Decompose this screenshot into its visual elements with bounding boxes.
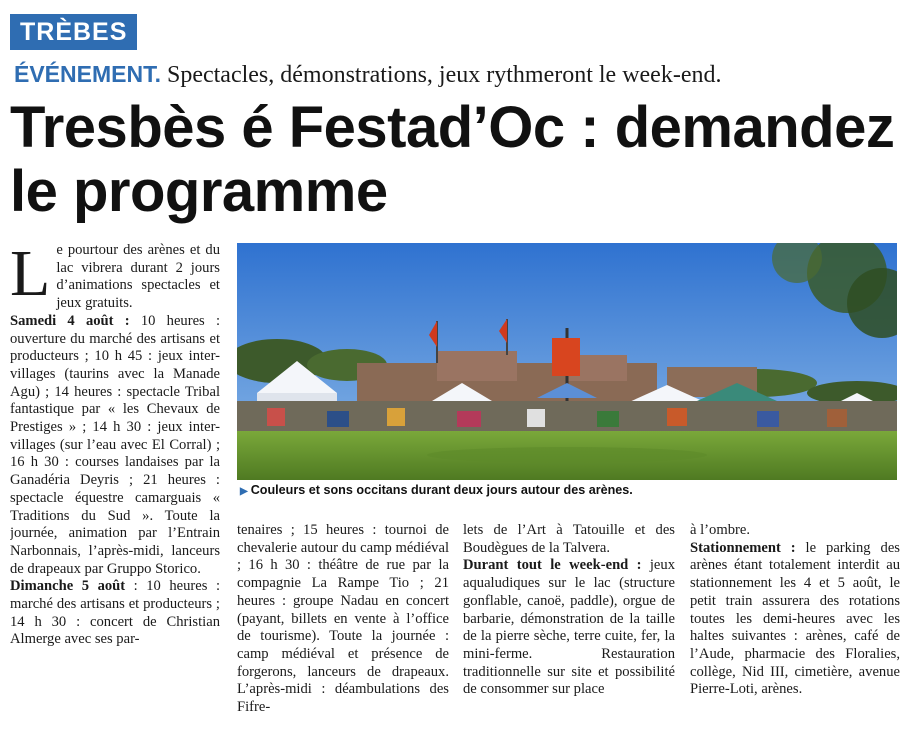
photo-illustration <box>237 243 897 480</box>
col2-paragraph: tenaires ; 15 heures : tournoi de chevalerie autour du camp médiéval ; 16 h 30 : théâtre de rue par la compagnie La Rampe Tio ; 21 heures : groupe Nadau en concert (payant, billets en vente à l’office de tourisme). Toute la journée : camp médiéval et présence de forgerons, lanceurs de drapeaux. L’après-midi : déambulations des Fifre- <box>237 522 449 716</box>
parking-label: Stationnement : <box>690 539 796 556</box>
saturday-label: Samedi 4 août : <box>10 312 130 329</box>
photo-caption <box>240 482 633 500</box>
photo-caption-text: Couleurs et sons occitans durant deux jours autour des arènes. <box>250 483 633 497</box>
parking-text: le parking des arènes étant totalement interdit au stationnement les 4 et 5 août, le petit train assurera des rotations toutes les demi-heures avec les haltes suivantes : arènes, café de l’Aude, pharmacie des Floralies, collège, Nid III, cimetière, avenue Pierre-Loti, arènes. <box>690 539 900 698</box>
triangle-right-icon: ▶ <box>240 486 248 497</box>
weekend-paragraph <box>463 557 675 699</box>
kicker <box>14 59 721 90</box>
event-photo <box>237 243 897 480</box>
sunday-text: : 10 heures : marché des artisans et producteurs ; 14 h 30 : concert de Christian Almerge avec ses par- <box>10 578 220 648</box>
intro-paragraph <box>10 242 220 313</box>
kicker-text: Spectacles, démonstrations, jeux rythmeront le week-end. <box>166 62 722 88</box>
weekend-text: jeux aqualudiques sur le lac (structure gonflable, canoë, paddle), orgue de barbarie, démonstration de la taille de la pierre sèche, terre cuite, fer, la mini-ferme. Restauration traditionnelle sur site et possibilité de consommer sur place <box>463 557 675 698</box>
article-column-1 <box>10 242 220 742</box>
col4-paragraph-1: à l’ombre. <box>690 522 750 538</box>
section-tag: TRÈBES <box>10 14 137 50</box>
saturday-paragraph <box>10 313 220 579</box>
dropcap: L <box>10 242 51 310</box>
article-column-2 <box>237 522 449 717</box>
parking-paragraph <box>690 540 900 699</box>
saturday-text: 10 heures : ouverture du marché des artisans et producteurs ; 10 h 45 : jeux inter-villages (taurins avec la Manade Agu) ; 14 heures : spectacle Tribal fantastique par « les Chevaux de Prestiges » ; 14 h 30 : jeux inter-villages (sur l’eau avec El Corral) ; 16 h 30 : courses landaises par la Ganadéria Deyris ; 21 heures : spectacle équestre camarguais « Traditions du Sud ». Toute la journée, animation par l’Entrain Narbonnais, l’après-midi, lanceurs de drapeaux par Gruppo Storico. <box>10 312 220 577</box>
article-column-3 <box>463 522 675 699</box>
sunday-label: Dimanche 5 août <box>10 578 126 595</box>
sunday-paragraph <box>10 578 220 649</box>
intro-text: e pourtour des arènes et du lac vibrera durant 2 jours d’animations spectacles et jeux gratuits. <box>56 242 220 312</box>
weekend-label: Durant tout le week-end : <box>463 557 642 574</box>
col3-paragraph-1: lets de l’Art à Tatouille et des Boudègues de la Talvera. <box>463 522 675 556</box>
headline: Tresbès é Festad’Oc : demandez le programme <box>10 95 895 224</box>
article-column-4 <box>690 522 900 699</box>
kicker-label: ÉVÉNEMENT. <box>14 61 161 87</box>
